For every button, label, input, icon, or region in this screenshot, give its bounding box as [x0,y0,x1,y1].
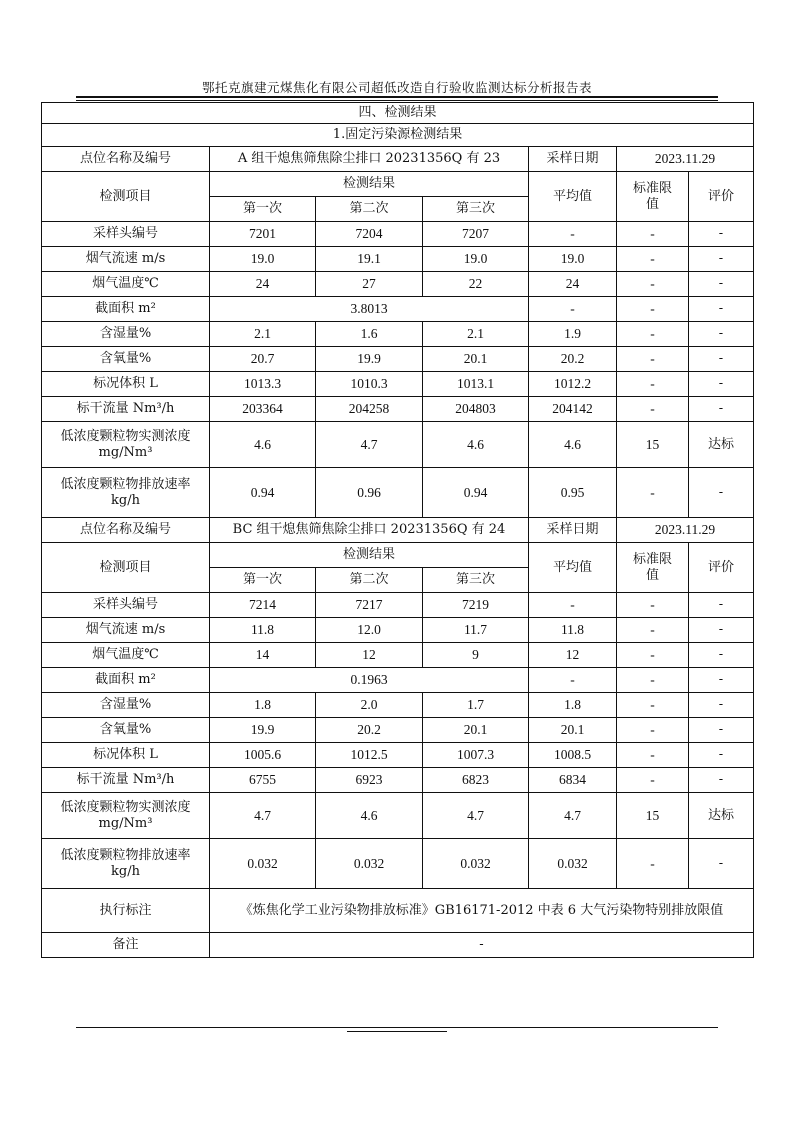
row-label: 低浓度颗粒物排放速率 kg/h [42,468,210,518]
run2-value: 204258 [316,397,423,422]
row-label: 含湿量% [42,322,210,347]
evaluation-value: - [689,468,754,518]
sample-date-value: 2023.11.29 [617,147,754,172]
limit-value: - [617,222,689,247]
remarks-value: - [210,933,754,958]
sample-date-label: 采样日期 [529,518,617,543]
run2-value: 7217 [316,593,423,618]
data-row [42,397,754,422]
data-row [42,718,754,743]
results-table-body [42,103,754,958]
run2-value: 12.0 [316,618,423,643]
run2-value: 19.9 [316,347,423,372]
run1-value: 203364 [210,397,316,422]
run1-value: 11.8 [210,618,316,643]
data-row [42,297,754,322]
row-label: 标干流量 Nm³/h [42,397,210,422]
data-row [42,593,754,618]
average-value: - [529,297,617,322]
run1-value: 1013.3 [210,372,316,397]
run3-value: 11.7 [423,618,529,643]
run3-header: 第三次 [423,568,529,593]
header-rule [76,96,718,98]
evaluation-value: - [689,768,754,793]
limit-value: - [617,347,689,372]
run3-value: 0.032 [423,839,529,889]
run1-value: 24 [210,272,316,297]
run2-header: 第二次 [316,197,423,222]
run3-value: 6823 [423,768,529,793]
cross-section-value: 0.1963 [210,668,529,693]
data-row [42,643,754,668]
run2-value: 4.7 [316,422,423,468]
run1-header: 第一次 [210,568,316,593]
limit-value: - [617,618,689,643]
evaluation-value: - [689,247,754,272]
header-rule-thin [76,100,718,101]
data-row [42,693,754,718]
data-row [42,422,754,468]
average-value: 0.95 [529,468,617,518]
row-label: 标干流量 Nm³/h [42,768,210,793]
average-header: 平均值 [529,543,617,593]
run2-header: 第二次 [316,568,423,593]
run3-value: 204803 [423,397,529,422]
footer-rule-short [347,1031,447,1032]
run1-value: 1005.6 [210,743,316,768]
run2-value: 27 [316,272,423,297]
average-value: 1012.2 [529,372,617,397]
run3-value: 0.94 [423,468,529,518]
average-value: 1.8 [529,693,617,718]
run1-value: 4.6 [210,422,316,468]
run3-value: 19.0 [423,247,529,272]
limit-value: - [617,272,689,297]
row-label: 烟气温度℃ [42,643,210,668]
footer-rule [76,1027,718,1028]
row-label: 烟气流速 m/s [42,618,210,643]
standard-row [42,889,754,933]
run3-value: 2.1 [423,322,529,347]
run3-value: 1.7 [423,693,529,718]
point-name-label: 点位名称及编号 [42,147,210,172]
evaluation-value: - [689,272,754,297]
limit-value: - [617,668,689,693]
data-row [42,222,754,247]
row-label: 低浓度颗粒物实测浓度 mg/Nm³ [42,793,210,839]
evaluation-value: 达标 [689,793,754,839]
evaluation-header: 评价 [689,543,754,593]
row-label: 截面积 m² [42,668,210,693]
run1-value: 1.8 [210,693,316,718]
run2-value: 7204 [316,222,423,247]
evaluation-value: - [689,322,754,347]
limit-value: - [617,372,689,397]
average-value: 11.8 [529,618,617,643]
limit-header: 标准限值 [617,172,689,222]
run3-value: 9 [423,643,529,668]
average-value: 4.7 [529,793,617,839]
evaluation-value: - [689,693,754,718]
evaluation-header: 评价 [689,172,754,222]
average-value: 4.6 [529,422,617,468]
subsection-title-row [42,124,754,147]
evaluation-value: - [689,347,754,372]
limit-header: 标准限值 [617,543,689,593]
subsection-title: 1.固定污染源检测结果 [42,124,754,147]
run2-value: 4.6 [316,793,423,839]
row-label: 含氧量% [42,347,210,372]
run2-value: 20.2 [316,718,423,743]
limit-value: - [617,718,689,743]
run1-value: 20.7 [210,347,316,372]
run2-value: 12 [316,643,423,668]
data-row [42,618,754,643]
run2-value: 1012.5 [316,743,423,768]
limit-value: - [617,593,689,618]
row-label: 标况体积 L [42,743,210,768]
point-name-label: 点位名称及编号 [42,518,210,543]
evaluation-value: - [689,222,754,247]
limit-value: 15 [617,793,689,839]
evaluation-value: - [689,618,754,643]
evaluation-value: 达标 [689,422,754,468]
data-row [42,372,754,397]
run3-value: 1013.1 [423,372,529,397]
row-label: 烟气温度℃ [42,272,210,297]
standard-label: 执行标注 [42,889,210,933]
run2-value: 0.032 [316,839,423,889]
average-value: 12 [529,643,617,668]
row-label: 采样头编号 [42,222,210,247]
row-label: 标况体积 L [42,372,210,397]
point-name-value: BC 组干熄焦筛焦除尘排口 20231356Q 有 24 [210,518,529,543]
limit-value: - [617,743,689,768]
standard-text: 《炼焦化学工业污染物排放标准》GB16171-2012 中表 6 大气污染物特别排放限值 [210,889,754,933]
average-value: 6834 [529,768,617,793]
footer-page-marker [380,1040,440,1048]
data-row [42,322,754,347]
run1-value: 2.1 [210,322,316,347]
page-header-title: 鄂托克旗建元煤焦化有限公司超低改造自行验收监测达标分析报告表 [201,80,592,95]
data-row [42,768,754,793]
run2-value: 19.1 [316,247,423,272]
row-label: 含氧量% [42,718,210,743]
point-row [42,147,754,172]
data-row [42,272,754,297]
limit-value: - [617,397,689,422]
evaluation-value: - [689,668,754,693]
evaluation-value: - [689,718,754,743]
section-title: 四、检测结果 [42,103,754,124]
row-label: 截面积 m² [42,297,210,322]
data-row [42,743,754,768]
item-header: 检测项目 [42,172,210,222]
section-title-row [42,103,754,124]
limit-value: - [617,322,689,347]
average-value: - [529,593,617,618]
run1-value: 0.032 [210,839,316,889]
run1-value: 7214 [210,593,316,618]
run1-value: 7201 [210,222,316,247]
data-row [42,468,754,518]
average-value: 24 [529,272,617,297]
row-label: 低浓度颗粒物排放速率 kg/h [42,839,210,889]
average-value: 19.0 [529,247,617,272]
results-header: 检测结果 [210,172,529,197]
sample-date-label: 采样日期 [529,147,617,172]
run2-value: 1010.3 [316,372,423,397]
sample-date-value: 2023.11.29 [617,518,754,543]
evaluation-value: - [689,839,754,889]
remarks-label: 备注 [42,933,210,958]
average-value: 1008.5 [529,743,617,768]
limit-value: - [617,839,689,889]
run2-value: 0.96 [316,468,423,518]
limit-value: - [617,297,689,322]
run3-value: 20.1 [423,718,529,743]
run2-value: 1.6 [316,322,423,347]
results-table [41,102,754,958]
limit-value: - [617,693,689,718]
run1-value: 6755 [210,768,316,793]
average-header: 平均值 [529,172,617,222]
data-row [42,793,754,839]
data-row [42,347,754,372]
average-value: 20.2 [529,347,617,372]
row-label: 烟气流速 m/s [42,247,210,272]
column-header-row [42,172,754,197]
item-header: 检测项目 [42,543,210,593]
run1-value: 0.94 [210,468,316,518]
point-row [42,518,754,543]
row-label: 采样头编号 [42,593,210,618]
run1-value: 14 [210,643,316,668]
evaluation-value: - [689,743,754,768]
average-value: - [529,222,617,247]
run3-value: 4.6 [423,422,529,468]
run3-value: 4.7 [423,793,529,839]
average-value: 0.032 [529,839,617,889]
average-value: 1.9 [529,322,617,347]
evaluation-value: - [689,397,754,422]
run1-value: 19.9 [210,718,316,743]
run2-value: 2.0 [316,693,423,718]
limit-value: 15 [617,422,689,468]
run2-value: 6923 [316,768,423,793]
evaluation-value: - [689,593,754,618]
row-label: 含湿量% [42,693,210,718]
limit-value: - [617,643,689,668]
run3-value: 20.1 [423,347,529,372]
row-label: 低浓度颗粒物实测浓度 mg/Nm³ [42,422,210,468]
evaluation-value: - [689,297,754,322]
data-row [42,839,754,889]
limit-value: - [617,247,689,272]
run3-value: 22 [423,272,529,297]
run1-header: 第一次 [210,197,316,222]
point-name-value: A 组干熄焦筛焦除尘排口 20231356Q 有 23 [210,147,529,172]
average-value: 204142 [529,397,617,422]
column-header-row [42,543,754,568]
limit-value: - [617,468,689,518]
average-value: 20.1 [529,718,617,743]
data-row [42,668,754,693]
run3-value: 7207 [423,222,529,247]
run3-value: 7219 [423,593,529,618]
data-row [42,247,754,272]
run3-value: 1007.3 [423,743,529,768]
evaluation-value: - [689,372,754,397]
run1-value: 19.0 [210,247,316,272]
average-value: - [529,668,617,693]
limit-value: - [617,768,689,793]
run1-value: 4.7 [210,793,316,839]
run3-header: 第三次 [423,197,529,222]
cross-section-value: 3.8013 [210,297,529,322]
evaluation-value: - [689,643,754,668]
remarks-row [42,933,754,958]
results-header: 检测结果 [210,543,529,568]
